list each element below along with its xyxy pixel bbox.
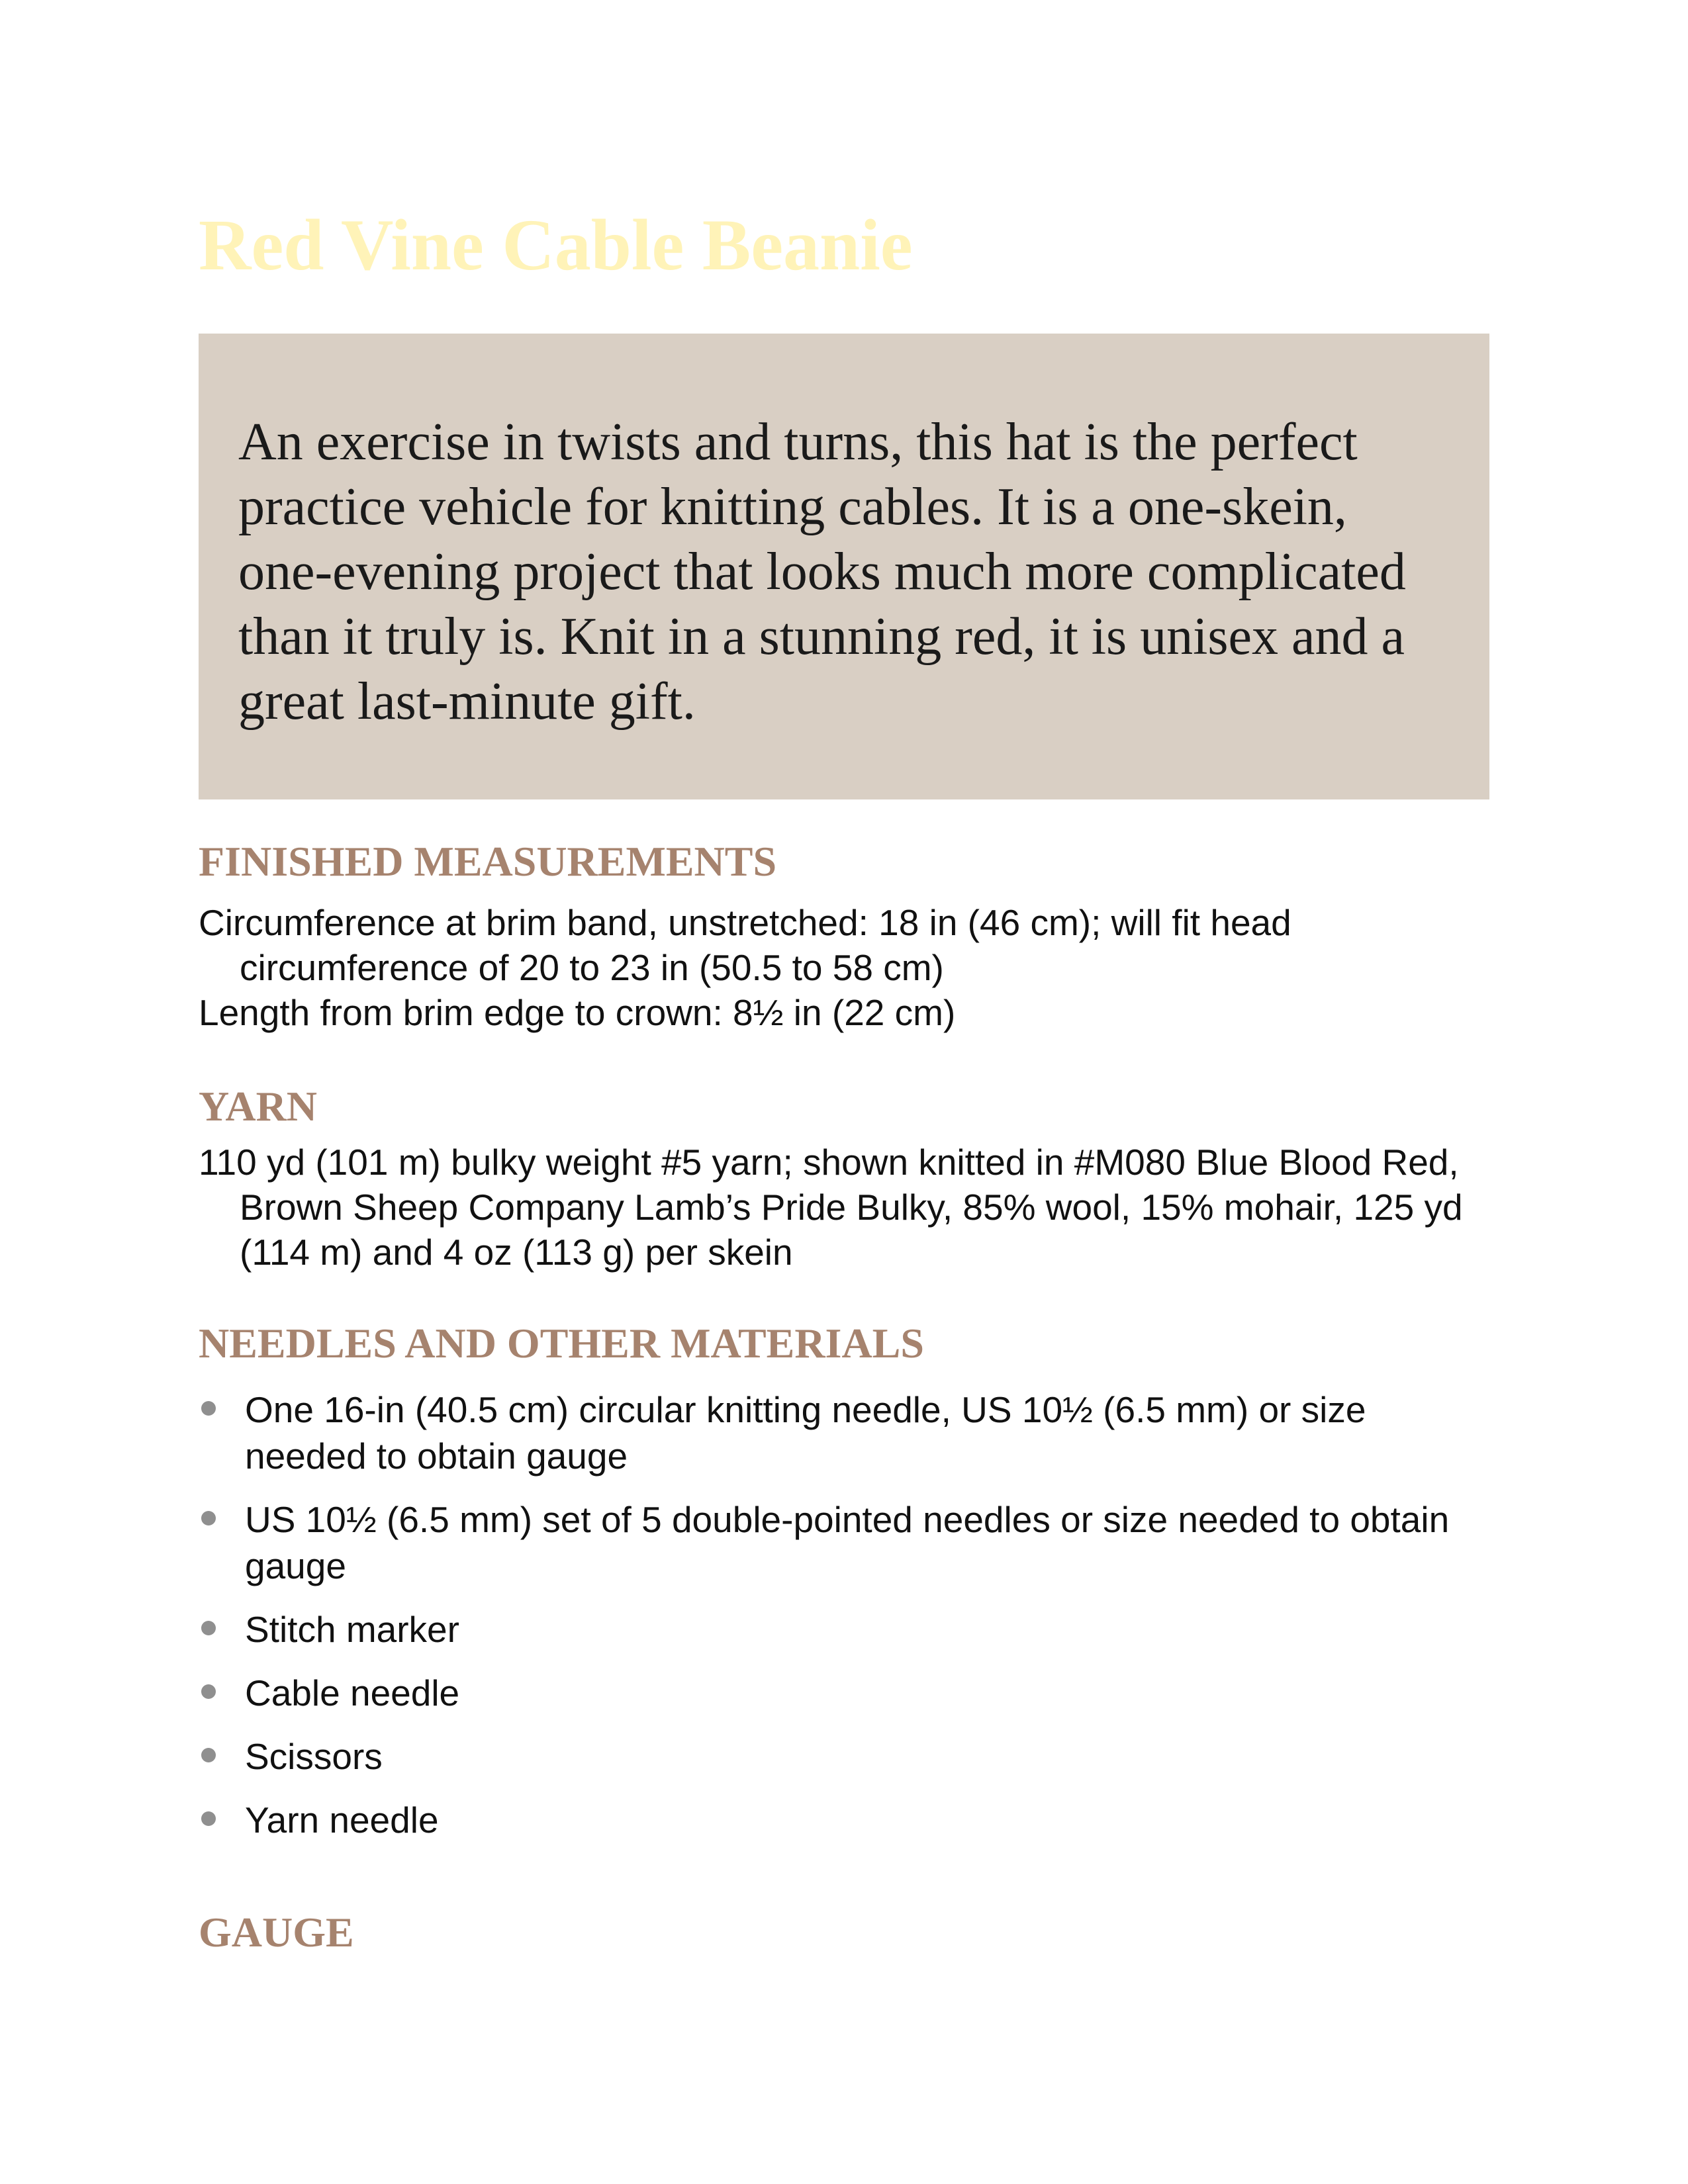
bullet-icon — [201, 1401, 216, 1416]
length-line: Length from brim edge to crown: 8½ in (22 cm) — [199, 992, 956, 1033]
list-item — [199, 1733, 1489, 1780]
intro-paragraph: An exercise in twists and turns, this hat is the perfect practice vehicle for knitting cables. It is a one-skein, one-evening project that looks much more complicated than it truly is. Knit in a stunning red, it is unisex and a great last-minute gift. — [238, 413, 1406, 731]
list-item-text: Yarn needle — [245, 1799, 439, 1841]
needles-materials-heading: NEEDLES AND OTHER MATERIALS — [199, 1320, 924, 1367]
bullet-icon — [201, 1511, 216, 1525]
finished-measurements-text — [199, 900, 1489, 1035]
page-title: Red Vine Cable Beanie — [199, 205, 913, 285]
yarn-description: 110 yd (101 m) bulky weight #5 yarn; shown knitted in #M080 Blue Blood Red, Brown Sheep Company Lamb’s Pride Bulky, 85% wool, 15% mohair, 125 yd (114 m) and 4 oz (113 g) per skein — [199, 1142, 1463, 1273]
list-item-text: US 10½ (6.5 mm) set of 5 double-pointed needles or size needed to obtain gauge — [245, 1499, 1450, 1586]
finished-measurements-heading: FINISHED MEASUREMENTS — [199, 838, 777, 885]
bullet-icon — [201, 1811, 216, 1826]
bullet-icon — [201, 1684, 216, 1699]
list-item — [199, 1387, 1489, 1479]
yarn-text — [199, 1140, 1489, 1275]
list-item — [199, 1797, 1489, 1843]
list-item-text: Cable needle — [245, 1672, 460, 1713]
gauge-heading: GAUGE — [199, 1909, 354, 1956]
bullet-icon — [201, 1748, 216, 1762]
intro-callout-box — [199, 334, 1489, 799]
circumference-line: Circumference at brim band, unstretched: 18 in (46 cm); will fit head circumference of 20 to 23 in (50.5 to 58 cm) — [199, 902, 1291, 988]
list-item-text: Stitch marker — [245, 1609, 459, 1650]
list-item — [199, 1496, 1489, 1589]
list-item — [199, 1606, 1489, 1653]
list-item — [199, 1670, 1489, 1716]
bullet-icon — [201, 1621, 216, 1635]
list-item-text: One 16-in (40.5 cm) circular knitting needle, US 10½ (6.5 mm) or size needed to obtain gauge — [245, 1389, 1366, 1477]
list-item-text: Scissors — [245, 1736, 383, 1777]
yarn-heading: YARN — [199, 1083, 317, 1130]
materials-list — [199, 1387, 1489, 1860]
